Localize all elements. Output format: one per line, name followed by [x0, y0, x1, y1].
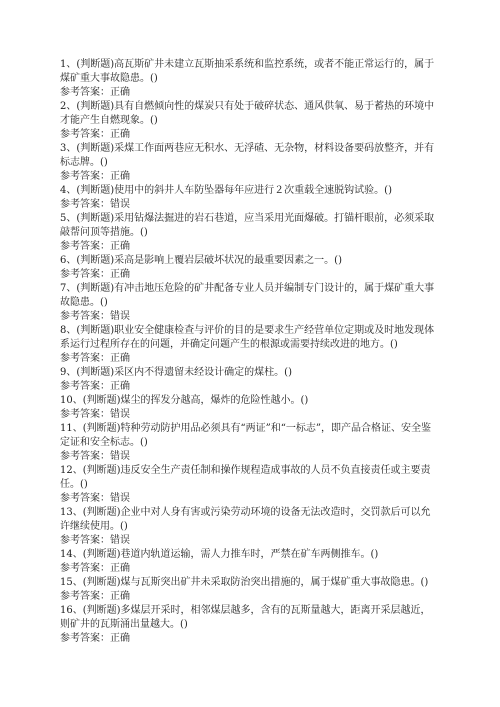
question-text: 10、(判断题)煤尘的挥发分越高，爆炸的危险性越小。(): [60, 395, 309, 406]
question-text: 8、(判断题)职业安全健康检查与评价的目的是要求生产经营单位定期或及时地发现体系运行过程所存在的问题，并确定问题产生的根源或需要持续改进的地方。(): [60, 325, 435, 350]
question-item: [60, 366, 440, 394]
reference-answer: 参考答案：正确: [60, 591, 130, 602]
reference-answer: 参考答案：错误: [60, 409, 130, 420]
reference-answer: 参考答案：正确: [60, 171, 130, 182]
reference-answer: 参考答案：正确: [60, 269, 130, 280]
reference-answer: 参考答案：正确: [60, 381, 130, 392]
reference-answer: 参考答案：正确: [60, 241, 130, 252]
question-item: [60, 254, 440, 282]
reference-answer: 参考答案：正确: [60, 87, 130, 98]
question-item: [60, 282, 440, 324]
question-text: 6、(判断题)采高是影响上覆岩层破坏状况的最重要因素之一。(): [60, 255, 342, 266]
question-item: [60, 548, 440, 576]
reference-answer: 参考答案：正确: [60, 353, 130, 364]
question-item: [60, 58, 440, 100]
reference-answer: 参考答案：错误: [60, 199, 130, 210]
question-text: 1、(判断题)高瓦斯矿井未建立瓦斯抽采系统和监控系统，或者不能正常运行的，属于煤矿重大事故隐患。(): [60, 59, 435, 84]
reference-answer: 参考答案：错误: [60, 535, 130, 546]
question-item: [60, 506, 440, 548]
question-item: [60, 212, 440, 254]
question-item: [60, 324, 440, 366]
question-text: 4、(判断题)使用中的斜井人车防坠器每年应进行２次重载全速脱钩试验。(): [60, 185, 392, 196]
question-text: 5、(判断题)采用钻爆法掘进的岩石巷道，应当采用光面爆破。打锚杆眼前，必须采取敲帮问顶等措施。(): [60, 213, 435, 238]
question-item: [60, 100, 440, 142]
question-item: [60, 576, 440, 604]
question-item: [60, 142, 440, 184]
reference-answer: 参考答案：正确: [60, 563, 130, 574]
question-text: 2、(判断题)具有自燃倾向性的煤炭只有处于破碎状态、通风供氧、易于蓄热的环境中才能产生自燃现象。(): [60, 101, 435, 126]
question-item: [60, 604, 440, 646]
question-text: 16、(判断题)多煤层开采时，相邻煤层越多，含有的瓦斯量越大，距离开采层越近，则矿井的瓦斯涌出量越大。(): [60, 605, 431, 630]
question-text: 11、(判断题)特种劳动防护用品必须具有“两证”和“一标志”，即产品合格证、安全鉴定证和安全标志。(): [60, 423, 431, 448]
reference-answer: 参考答案：错误: [60, 311, 130, 322]
question-text: 9、(判断题)采区内不得遗留未经设计确定的煤柱。(): [60, 367, 292, 378]
question-text: 7、(判断题)有冲击地压危险的矿井配备专业人员并编制专门设计的，属于煤矿重大事故隐患。(): [60, 283, 435, 308]
question-text: 15、(判断题)煤与瓦斯突出矿井未采取防治突出措施的，属于煤矿重大事故隐患。(): [60, 577, 429, 588]
question-item: [60, 464, 440, 506]
question-item: [60, 394, 440, 422]
question-text: 13、(判断题)企业中对人身有害或污染劳动环境的设备无法改造时，交罚款后可以允许继续使用。(): [60, 507, 431, 532]
question-text: 3、(判断题)采煤工作面两巷应无积水、无浮碴、无杂物，材料设备要码放整齐，并有标志牌。(): [60, 143, 435, 168]
reference-answer: 参考答案：正确: [60, 129, 130, 140]
reference-answer: 参考答案：错误: [60, 493, 130, 504]
reference-answer: 参考答案：正确: [60, 633, 130, 644]
question-list: [60, 58, 440, 646]
question-text: 12、(判断题)违反安全生产责任制和操作规程造成事故的人员不负直接责任或主要责任。(): [60, 465, 431, 490]
question-text: 14、(判断题)巷道内轨道运输，需人力推车时，严禁在矿车两侧推车。(): [60, 549, 379, 560]
question-item: [60, 422, 440, 464]
question-item: [60, 184, 440, 212]
reference-answer: 参考答案：错误: [60, 451, 130, 462]
